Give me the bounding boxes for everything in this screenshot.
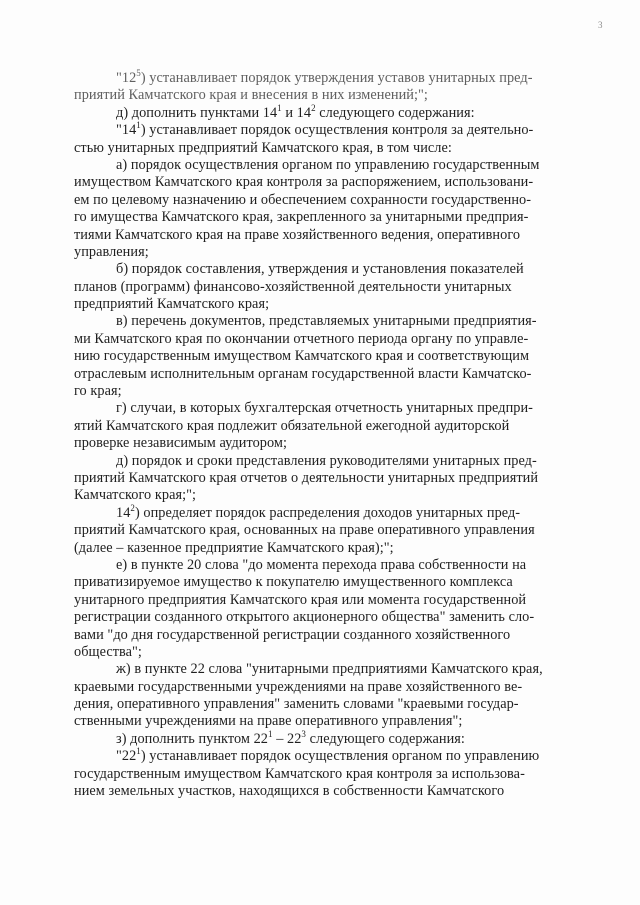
text-segment: 14: [116, 504, 131, 521]
text-line: [74, 505, 566, 522]
text-line: [74, 435, 566, 452]
text-line: [74, 487, 566, 504]
text-segment: Камчатского края;";: [74, 487, 197, 504]
text-segment: дения, оперативного управления" заменить словами "краевыми государ-: [74, 696, 519, 713]
text-line: [74, 313, 566, 330]
text-segment: стью унитарных предприятий Камчатского края, в том числе:: [74, 139, 452, 156]
text-segment: регистрации созданного открытого акционерного общества" заменить сло-: [74, 609, 535, 626]
superscript: 3: [301, 729, 306, 740]
text-segment: приятий Камчатского края, основанных на праве оперативного управления: [74, 522, 535, 539]
text-line: [74, 627, 566, 644]
text-segment: а) порядок осуществления органом по управлению государственным: [116, 156, 540, 173]
text-line: [74, 713, 566, 730]
text-line: [74, 331, 566, 348]
text-segment: общества";: [74, 643, 142, 660]
text-line: [74, 366, 566, 383]
text-segment: ) устанавливает порядок осуществления органом по управлению: [140, 748, 540, 765]
text-line: [74, 105, 566, 122]
text-line: [74, 592, 566, 609]
text-segment: приятий Камчатского края и внесения в них изменений;";: [74, 87, 428, 104]
text-line: [74, 383, 566, 400]
text-segment: ) определяет порядок распределения доходов унитарных пред-: [134, 504, 521, 521]
text-line: [74, 644, 566, 661]
text-segment: г) случаи, в которых бухгалтерская отчетность унитарных предпри-: [116, 400, 533, 417]
text-line: [74, 522, 566, 539]
text-line: [74, 140, 566, 157]
text-segment: тиями Камчатского края на праве хозяйственного ведения, оперативного: [74, 226, 521, 243]
text-segment: ственными учреждениями на праве оперативного управления";: [74, 713, 463, 730]
text-segment: ж) в пункте 22 слова "унитарными предприятиями Камчатского края,: [116, 661, 543, 678]
text-line: [74, 731, 566, 748]
text-line: [74, 574, 566, 591]
text-segment: го имущества Камчатского края, закрепленного за унитарными предприя-: [74, 209, 529, 226]
text-segment: отраслевым исполнительным органам государственной власти Камчатско-: [74, 365, 532, 382]
text-segment: следующего содержания:: [315, 104, 475, 121]
text-segment: ми Камчатского края по окончании отчетного периода органу по управле-: [74, 330, 529, 347]
text-line: [74, 157, 566, 174]
text-segment: го края;: [74, 383, 122, 400]
text-segment: д) порядок и сроки представления руководителями унитарных пред-: [116, 452, 537, 469]
text-segment: планов (программ) финансово-хозяйственной деятельности унитарных: [74, 278, 512, 295]
superscript: 2: [311, 103, 316, 114]
superscript: 1: [136, 746, 141, 757]
text-segment: приятий Камчатского края отчетов о деятельности унитарных предприятий: [74, 469, 539, 486]
text-line: [74, 470, 566, 487]
text-line: [74, 244, 566, 261]
text-segment: и 14: [281, 104, 312, 121]
text-line: [74, 227, 566, 244]
text-segment: ) устанавливает порядок утверждения уставов унитарных пред-: [140, 70, 533, 86]
text-segment: вами "до дня государственной регистрации созданного хозяйственного: [74, 626, 511, 643]
text-line: [74, 70, 566, 87]
text-segment: в) перечень документов, представляемых унитарными предприятия-: [116, 313, 537, 330]
text-segment: краевыми государственными учреждениями на праве хозяйственного ве-: [74, 678, 523, 695]
text-line: [74, 279, 566, 296]
text-line: [74, 400, 566, 417]
text-segment: – 22: [272, 730, 302, 747]
text-line: [74, 540, 566, 557]
text-line: [74, 609, 566, 626]
text-line: [74, 783, 566, 800]
text-segment: приватизируемое имущество к покупателю имущественного комплекса: [74, 574, 513, 591]
superscript: 1: [268, 729, 273, 740]
text-segment: предприятий Камчатского края;: [74, 296, 270, 313]
text-segment: ятий Камчатского края подлежит обязательной ежегодной аудиторской: [74, 417, 510, 434]
superscript: 1: [136, 120, 141, 131]
text-segment: управления;: [74, 243, 149, 260]
text-segment: д) дополнить пунктами 14: [116, 104, 278, 121]
superscript: 1: [277, 103, 282, 114]
text-segment: "12: [116, 70, 137, 86]
text-line: [74, 348, 566, 365]
text-line: [74, 296, 566, 313]
text-line: [74, 661, 566, 678]
text-segment: ем по целевому назначению и обеспечением сохранности государственно-: [74, 191, 532, 208]
text-segment: нию государственным имуществом Камчатского края и соответствующим: [74, 348, 530, 365]
text-line: [74, 679, 566, 696]
text-line: [74, 87, 566, 104]
text-line: [74, 192, 566, 209]
text-segment: "14: [116, 122, 137, 139]
superscript: 2: [130, 503, 135, 513]
text-segment: (далее – казенное предприятие Камчатского края);";: [74, 539, 394, 556]
text-segment: "22: [116, 748, 137, 765]
page-number: 3: [598, 20, 603, 30]
text-line: [74, 557, 566, 574]
text-line: [74, 453, 566, 470]
text-line: [74, 261, 566, 278]
superscript: 5: [136, 68, 141, 79]
text-segment: следующего содержания:: [305, 730, 465, 747]
text-line: [74, 122, 566, 139]
text-segment: имуществом Камчатского края контроля за распоряжением, использовани-: [74, 174, 534, 191]
text-segment: нием земельных участков, находящихся в собственности Камчатского: [74, 783, 505, 800]
text-segment: з) дополнить пунктом 22: [116, 730, 269, 747]
text-segment: проверке независимым аудитором;: [74, 435, 288, 452]
text-line: [74, 174, 566, 191]
text-line: [74, 696, 566, 713]
text-segment: государственным имуществом Камчатского края контроля за использова-: [74, 765, 525, 782]
text-segment: е) в пункте 20 слова "до момента перехода права собственности на: [116, 556, 527, 573]
text-line: [74, 766, 566, 783]
text-segment: унитарного предприятия Камчатского края или момента государственной: [74, 591, 527, 608]
text-line: [74, 418, 566, 435]
document-body: [74, 70, 566, 800]
text-line: [74, 209, 566, 226]
text-line: [74, 748, 566, 765]
text-segment: ) устанавливает порядок осуществления контроля за деятельно-: [140, 122, 534, 139]
text-segment: б) порядок составления, утверждения и установления показателей: [116, 261, 524, 278]
